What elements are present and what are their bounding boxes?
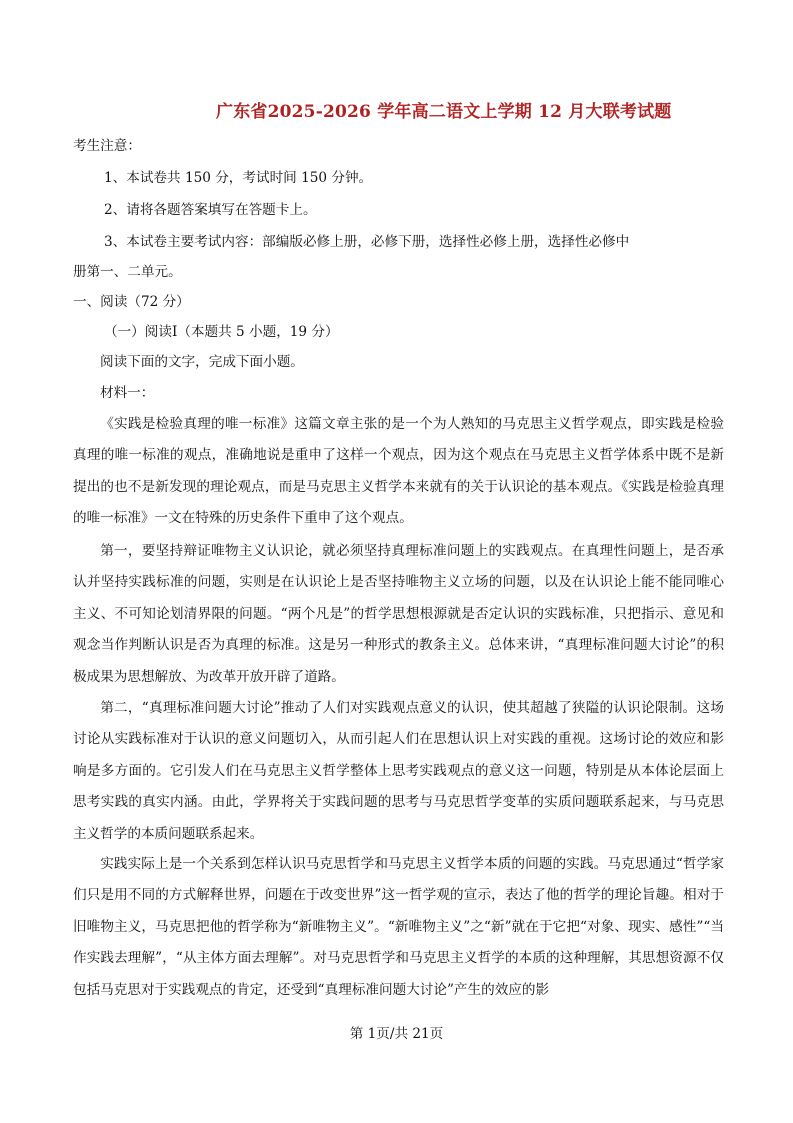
notice-heading: 考生注意： (73, 138, 141, 154)
paragraph-4: 实践实际上是一个关系到怎样认识马克思哲学和马克思主义哲学本质的问题的实践。马克思通过“哲学家们只是用不同的方式解释世界，问题在于改变世界”这一哲学观的宣示，表达了他的哲学的理论旨趣。相对于旧唯物主义，马克思把他的哲学称为“新唯物主义”。“新唯物主义”之“新”就在于它把“对象、现实、感性”“当作实践去理解”，“从主体方面去理解”。对马克思哲学和马克思主义哲学的本质的这种理解，其思想资源不仅包括马克思对于实践观点的肯定，还受到“真理标准问题大讨论”产生的效应的影 (73, 856, 724, 998)
instruction: 阅读下面的文字，完成下面小题。 (100, 354, 304, 370)
notice-item-3: 3、本试卷主要考试内容：部编版必修上册，必修下册，选择性必修上册，选择性必修中 (104, 234, 630, 250)
subsection-heading: （一）阅读Ⅰ（本题共 5 小题，19 分） (104, 324, 339, 340)
document-title: 广东省2025-2026 学年高二语文上学期 12 月大联考试题 (216, 102, 672, 122)
notice-item-3-cont: 册第一、二单元。 (73, 264, 182, 280)
notice-item-1: 1、本试卷共 150 分，考试时间 150 分钟。 (104, 170, 373, 186)
paragraph-2: 第一，要坚持辩证唯物主义认识论，就必须坚持真理标准问题上的实践观点。在真理性问题上，是否承认并坚持实践标准的问题，实则是在认识论上是否坚持唯物主义立场的问题，以及在认识论上能不能同唯心主义、不可知论划清界限的问题。“两个凡是”的哲学思想根源就是否定认识的实践标准，只把指示、意见和观念当作判断认识是否为真理的标准。这是另一种形式的教条主义。总体来讲，“真理标准问题大讨论”的积极成果为思想解放、为改革开放开辟了道路。 (73, 543, 724, 685)
section-heading: 一、阅读（72 分） (73, 294, 190, 310)
paragraph-1: 《实践是检验真理的唯一标准》这篇文章主张的是一个为人熟知的马克思主义哲学观点，即实践是检验真理的唯一标准的观点，准确地说是重申了这样一个观点，因为这个观点在马克思主义哲学体系中既不是新提出的也不是新发现的理论观点，而是马克思主义哲学本来就有的关于认识论的基本观点。《实践是检验真理的唯一标准》一文在特殊的历史条件下重申了这个观点。 (73, 416, 724, 527)
page-footer: 第 1页/共 21页 (349, 1026, 444, 1042)
paragraph-3: 第二，“真理标准问题大讨论”推动了人们对实践观点意义的认识，使其超越了狭隘的认识论限制。这场讨论从实践标准对于认识的意义问题切入，从而引起人们在思想认识上对实践的重视。这场讨论的效应和影响是多方面的。它引发人们在马克思主义哲学整体上思考实践观点的意义这一问题，特别是从本体论层面上思考实践的真实内涵。由此，学界将关于实践问题的思考与马克思哲学变革的实质问题联系起来，与马克思主义哲学的本质问题联系起来。 (73, 700, 724, 842)
notice-item-2: 2、请将各题答案填写在答题卡上。 (104, 202, 317, 218)
material-label: 材料一： (100, 385, 155, 401)
